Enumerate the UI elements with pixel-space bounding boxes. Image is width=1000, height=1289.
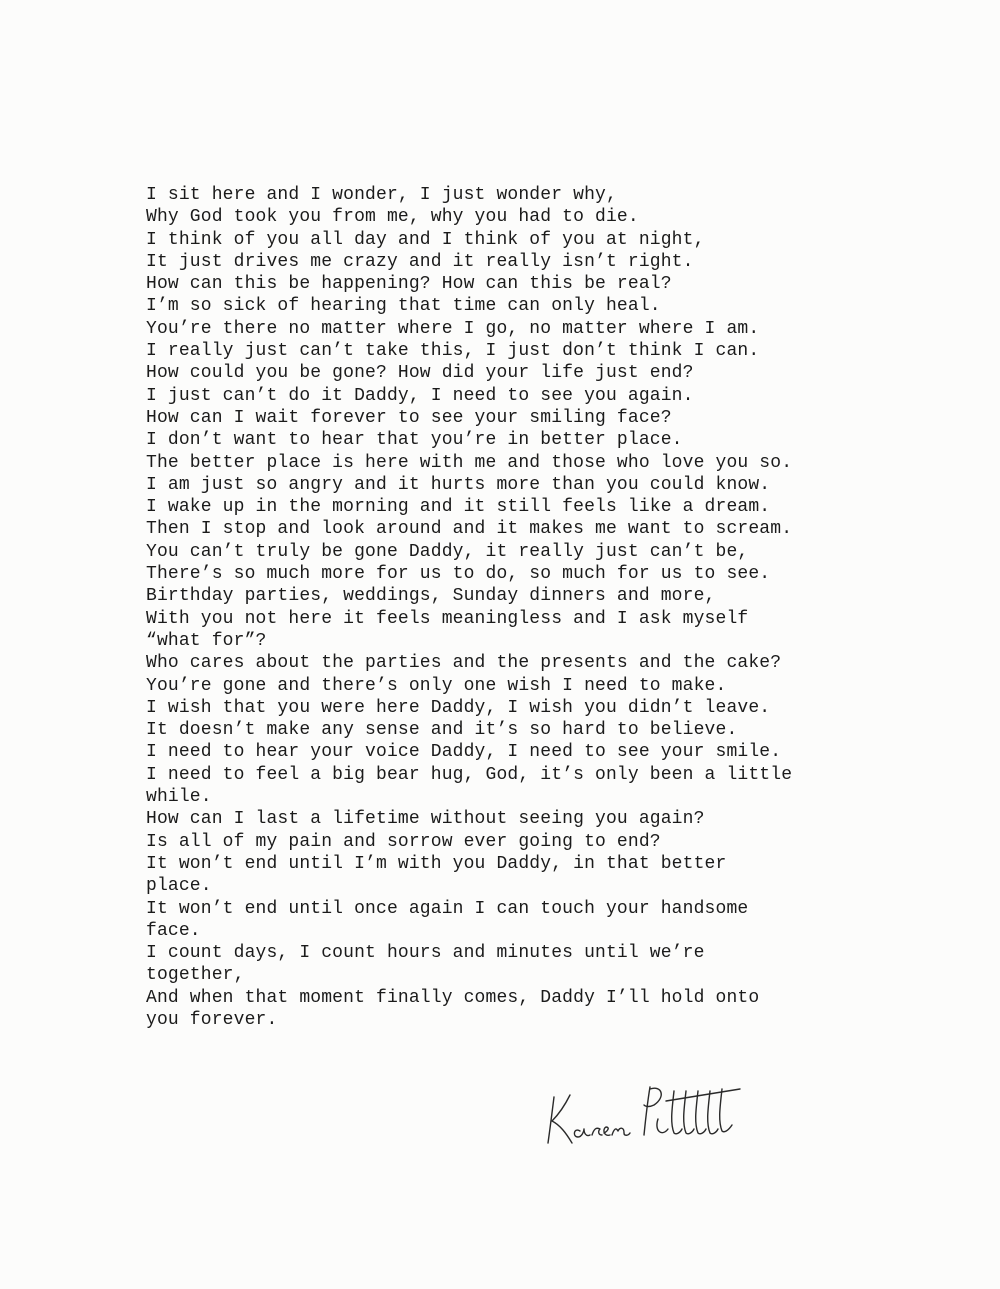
poem-line: You can’t truly be gone Daddy, it really just can’t be, bbox=[146, 541, 749, 562]
handwritten-signature bbox=[540, 1075, 750, 1155]
poem-line: How can this be happening? How can this be real? bbox=[146, 274, 672, 295]
poem-body bbox=[146, 184, 866, 1031]
poem-line: together, bbox=[146, 965, 245, 986]
poem-line: There’s so much more for us to do, so much for us to see. bbox=[146, 564, 771, 585]
poem-line: place. bbox=[146, 876, 212, 897]
signature-scribble bbox=[540, 1075, 750, 1155]
poem-line: You’re there no matter where I go, no matter where I am. bbox=[146, 318, 760, 339]
poem-line: I count days, I count hours and minutes until we’re bbox=[146, 943, 705, 964]
poem-line: The better place is here with me and those who love you so. bbox=[146, 452, 793, 473]
poem-line: I just can’t do it Daddy, I need to see you again. bbox=[146, 385, 694, 406]
poem-line: I’m so sick of hearing that time can only heal. bbox=[146, 296, 661, 317]
poem-line: It doesn’t make any sense and it’s so hard to believe. bbox=[146, 720, 738, 741]
poem-line: Birthday parties, weddings, Sunday dinners and more, bbox=[146, 586, 716, 607]
poem-line: Then I stop and look around and it makes me want to scream. bbox=[146, 519, 793, 540]
poem-line: Who cares about the parties and the presents and the cake? bbox=[146, 653, 782, 674]
poem-line: How can I last a lifetime without seeing you again? bbox=[146, 809, 705, 830]
poem-line: while. bbox=[146, 787, 212, 808]
poem-line: With you not here it feels meaningless and I ask myself bbox=[146, 608, 749, 629]
poem-line: I think of you all day and I think of you at night, bbox=[146, 229, 705, 250]
poem-line: I need to feel a big bear hug, God, it’s only been a little bbox=[146, 764, 793, 785]
poem-line: “what for”? bbox=[146, 630, 267, 651]
poem-line: It won’t end until once again I can touch your handsome bbox=[146, 898, 749, 919]
poem-line: I am just so angry and it hurts more than you could know. bbox=[146, 474, 771, 495]
poem-line: I need to hear your voice Daddy, I need to see your smile. bbox=[146, 742, 782, 763]
poem-line: It won’t end until I’m with you Daddy, in that better bbox=[146, 853, 727, 874]
poem-line: How can I wait forever to see your smiling face? bbox=[146, 407, 672, 428]
poem-line: It just drives me crazy and it really isn’t right. bbox=[146, 251, 694, 272]
poem-line: I wish that you were here Daddy, I wish you didn’t leave. bbox=[146, 697, 771, 718]
poem-line: you forever. bbox=[146, 1009, 278, 1030]
poem-line: Is all of my pain and sorrow ever going to end? bbox=[146, 831, 661, 852]
poem-line: You’re gone and there’s only one wish I need to make. bbox=[146, 675, 727, 696]
poem-line: I don’t want to hear that you’re in better place. bbox=[146, 430, 683, 451]
poem-line: And when that moment finally comes, Daddy I’ll hold onto bbox=[146, 987, 760, 1008]
poem-line: I sit here and I wonder, I just wonder why, bbox=[146, 185, 617, 205]
poem-line: face. bbox=[146, 920, 201, 941]
poem-line: Why God took you from me, why you had to die. bbox=[146, 207, 639, 228]
poem-line: How could you be gone? How did your life just end? bbox=[146, 363, 694, 384]
poem-line: I wake up in the morning and it still feels like a dream. bbox=[146, 497, 771, 518]
poem-line: I really just can’t take this, I just don’t think I can. bbox=[146, 341, 760, 362]
